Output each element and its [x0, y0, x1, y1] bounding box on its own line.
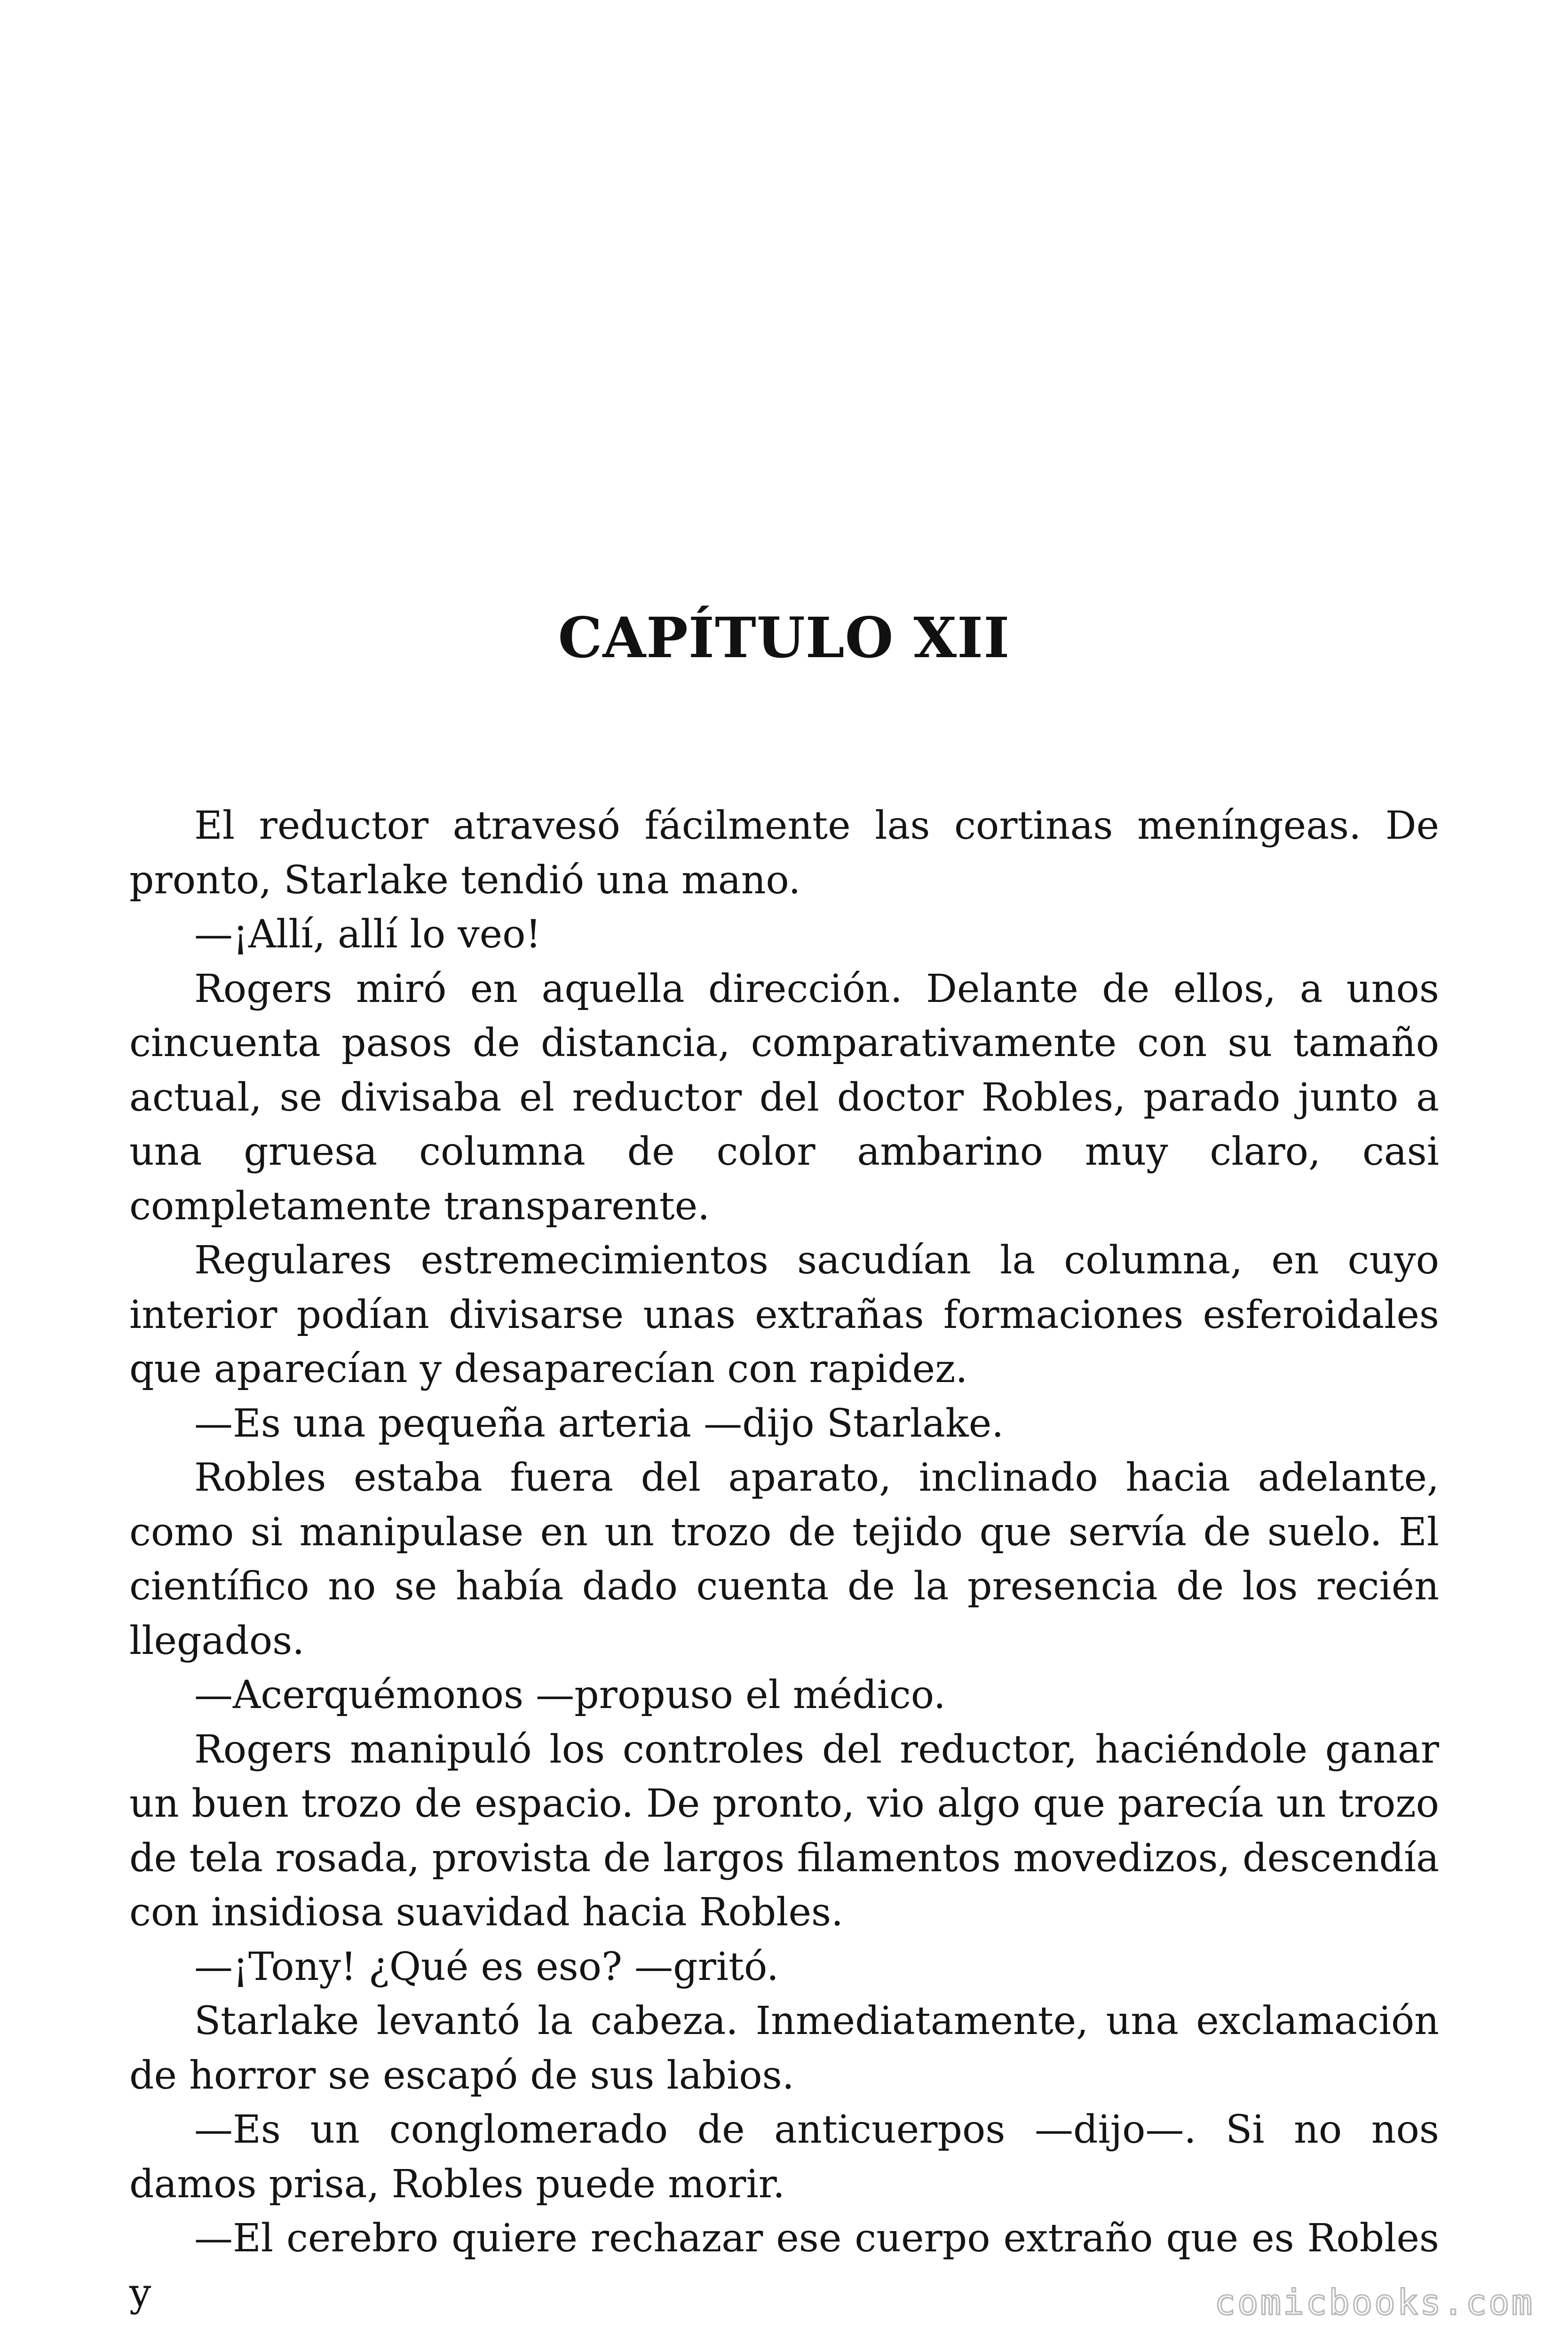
chapter-body — [129, 799, 1439, 2320]
paragraph: Regulares estremecimientos sacudían la columna, en cuyo interior podían divisarse unas extrañas formaciones esferoidales que aparecían y desaparecían con rapidez. — [129, 1238, 1439, 1391]
paragraph: —Es un conglomerado de anticuerpos —dijo—. Si no nos damos prisa, Robles puede morir. — [129, 2107, 1439, 2207]
paragraph: Robles estaba fuera del aparato, inclinado hacia adelante, como si manipulase en un trozo de tejido que servía de suelo. El científico no se había dado cuenta de la presencia de los recién llegados. — [129, 1455, 1439, 1663]
watermark: comicbooks.com — [1214, 2282, 1534, 2323]
paragraph: —Acerquémonos —propuso el médico. — [194, 1673, 946, 1717]
chapter-title: CAPÍTULO XII — [558, 605, 1010, 670]
paragraph: El reductor atravesó fácilmente las cortinas meníngeas. De pronto, Starlake tendió una mano. — [129, 803, 1439, 903]
paragraph: Rogers manipuló los controles del reductor, haciéndole ganar un buen trozo de espacio. De pronto, vio algo que parecía un trozo de tela rosada, provista de largos filamentos movedizos, descendía con insidiosa suavidad hacia Robles. — [129, 1727, 1439, 1935]
paragraph: Starlake levantó la cabeza. Inmediatamente, una exclamación de horror se escapó de sus labios. — [129, 1999, 1439, 2098]
paragraph: —¡Tony! ¿Qué es eso? —gritó. — [194, 1944, 779, 1989]
paragraph-last: —El cerebro quiere rechazar ese cuerpo extraño que es Robles y — [129, 2216, 1439, 2315]
paragraph: Rogers miró en aquella dirección. Delante de ellos, a unos cincuenta pasos de distancia, comparativamente con su tamaño actual, se divisaba el reductor del doctor Robles, parado junto a una gruesa columna de color ambarino muy claro, casi completamente transparente. — [129, 966, 1439, 1229]
paragraph: —¡Allí, allí lo veo! — [194, 912, 541, 957]
paragraph: —Es una pequeña arteria —dijo Starlake. — [194, 1401, 1004, 1446]
